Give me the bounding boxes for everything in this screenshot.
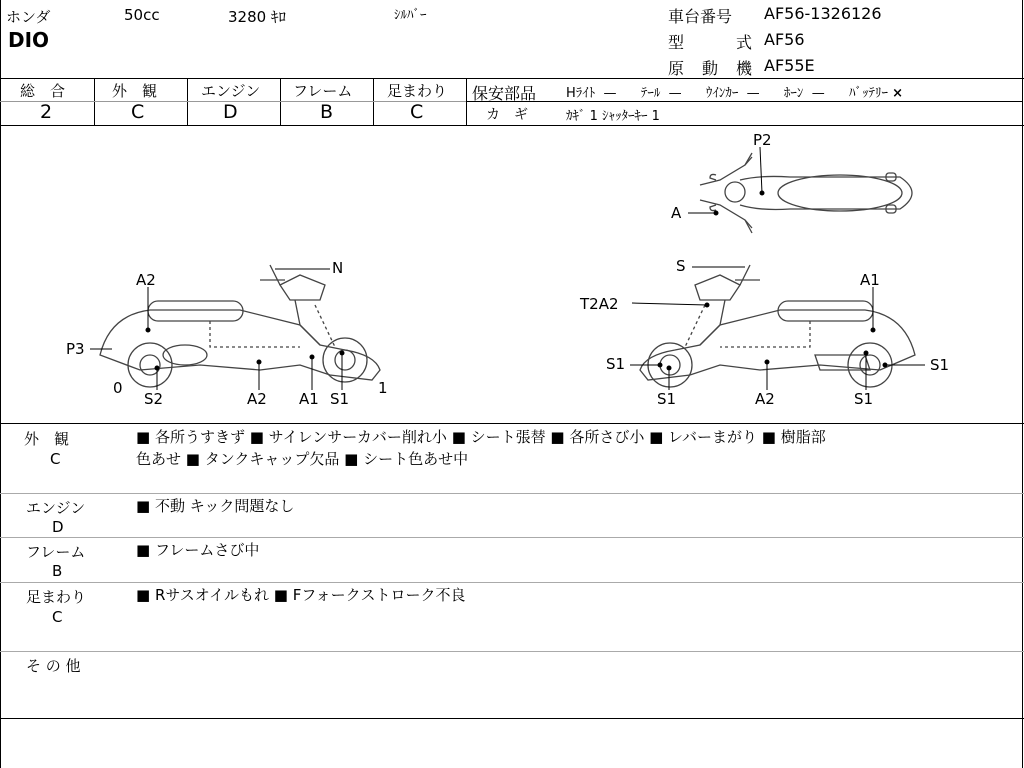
detail-frame-grade: B: [52, 562, 63, 580]
label-top-p2: P2: [753, 131, 772, 149]
detail-exterior-label: 外 観: [24, 430, 70, 448]
detail-suspension-label: 足まわり: [26, 588, 87, 606]
detail-frame-text: [136, 539, 1016, 561]
mileage: 3280 ｷﾛ: [228, 8, 286, 26]
engine-code: AF55E: [764, 56, 815, 75]
safety-battery: ﾊﾞｯﾃﾘｰ ×: [848, 86, 904, 101]
detail-suspension-grade: C: [52, 608, 63, 626]
model-code: AF56: [764, 30, 805, 49]
detail-exterior-line-1: ■ 各所うすきず ■ サイレンサーカバー削れ小 ■ シート張替 ■ 各所さび小 ■ レバーまがり ■ 樹脂部: [136, 428, 826, 446]
grade-engine-value: D: [223, 101, 238, 123]
label-left-s2: S2: [144, 390, 164, 408]
label-right-s: S: [676, 257, 686, 275]
label-right-t2a2: T2A2: [580, 295, 619, 313]
detail-suspension-line-1: ■ Rサスオイルもれ ■ Fフォークストローク不良: [136, 586, 466, 604]
label-left-a1: A1: [299, 390, 319, 408]
scooter-diagram: [0, 125, 1024, 425]
label-left-n: N: [332, 259, 344, 277]
safety-horn: ﾎｰﾝ —: [783, 86, 825, 101]
detail-sep-4: [0, 651, 1024, 652]
color: ｼﾙﾊﾞｰ: [394, 8, 427, 23]
detail-sep-1: [0, 493, 1024, 494]
safety-tail: ﾃｰﾙ —: [640, 86, 682, 101]
key-value: ｶｷﾞ 1 ｼｬｯﾀｰｷｰ 1: [566, 109, 660, 124]
detail-suspension-text: [136, 584, 1016, 606]
engine-label-1: 原: [668, 59, 685, 78]
top-view-scooter: [700, 153, 912, 233]
label-left-1: 1: [378, 379, 388, 397]
label-left-a2b: A2: [247, 390, 267, 408]
engine-label-2: 動: [702, 59, 719, 78]
grade-exterior-label: 外 観: [112, 82, 158, 100]
grade-total-value: 2: [40, 101, 53, 123]
detail-exterior-line-2: 色あせ ■ タンクキャップ欠品 ■ シート色あせ中: [136, 450, 469, 468]
grade-total-label: 総 合: [20, 82, 66, 100]
label-left-p3: P3: [66, 340, 85, 358]
safety-items: [566, 82, 903, 101]
label-left-s1: S1: [330, 390, 350, 408]
displacement: 50cc: [124, 6, 160, 24]
safety-headlight: Hﾗｲﾄ —: [566, 86, 617, 101]
safety-label: 保安部品: [472, 84, 537, 103]
label-right-a2: A2: [755, 390, 775, 408]
label-right-a1: A1: [860, 271, 880, 289]
detail-exterior-grade: C: [50, 450, 61, 468]
detail-sep-2: [0, 537, 1024, 538]
grade-frame-label: フレーム: [293, 82, 353, 100]
detail-engine-line-1: ■ 不動 キック問題なし: [136, 497, 295, 515]
detail-other-label: そ の 他: [26, 657, 81, 675]
model-label-1: 型: [668, 33, 685, 52]
maker: ホンダ: [6, 8, 51, 26]
model-name: DIO: [8, 28, 50, 52]
detail-engine-label: エンジン: [26, 499, 86, 517]
label-right-s1b: S1: [930, 356, 950, 374]
detail-sep-5: [0, 718, 1024, 719]
detail-frame-line-1: ■ フレームさび中: [136, 541, 260, 559]
grade-suspension-value: C: [410, 101, 424, 123]
safety-winker: ｳｲﾝｶｰ —: [705, 86, 760, 101]
safety-mid: [466, 101, 1022, 102]
frame-no: AF56-1326126: [764, 4, 882, 23]
frame-no-label: 車台番号: [668, 7, 733, 26]
grade-suspension-label: 足まわり: [387, 82, 448, 100]
engine-label-3: 機: [736, 59, 753, 78]
label-right-s1d: S1: [854, 390, 874, 408]
label-left-0: 0: [113, 379, 123, 397]
model-label-2: 式: [736, 33, 753, 52]
detail-frame-label: フレーム: [26, 543, 86, 561]
label-right-s1c: S1: [657, 390, 677, 408]
grade-engine-label: エンジン: [201, 82, 261, 100]
key-label: カ ギ: [486, 107, 528, 123]
label-top-a: A: [671, 204, 682, 222]
grade-frame-value: B: [320, 101, 334, 123]
detail-exterior-text: [136, 426, 1016, 470]
grade-row-top: [0, 78, 1024, 79]
label-right-s1a: S1: [606, 355, 626, 373]
detail-sep-3: [0, 582, 1024, 583]
detail-engine-grade: D: [52, 518, 64, 536]
detail-engine-text: [136, 495, 1016, 517]
grade-exterior-value: C: [131, 101, 145, 123]
label-left-a2: A2: [136, 271, 156, 289]
